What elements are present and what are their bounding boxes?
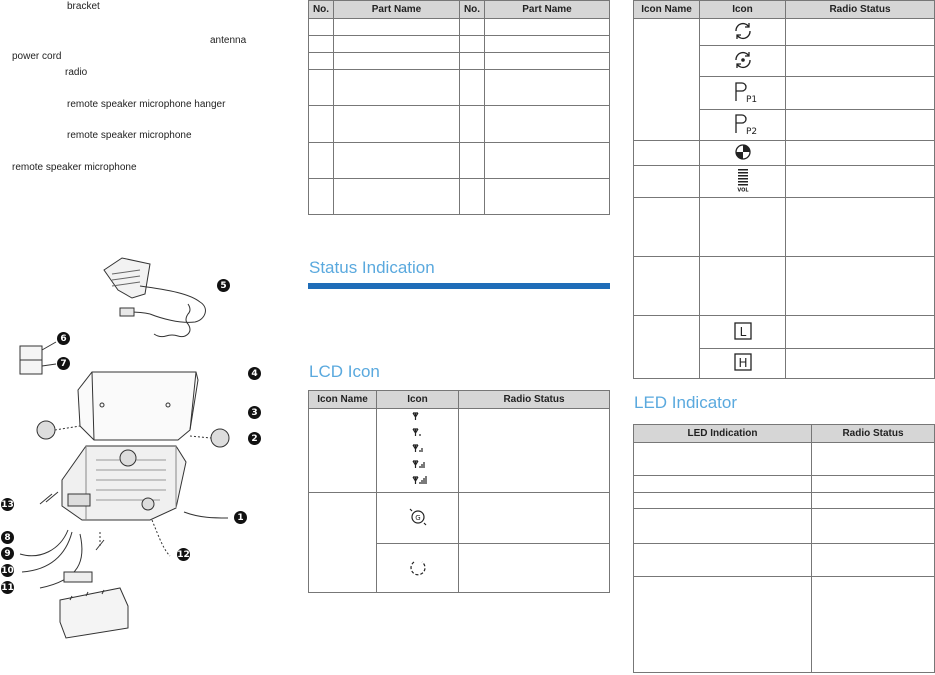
table-row <box>634 257 935 316</box>
parts-header-name-2: Part Name <box>485 1 610 19</box>
svg-text:L: L <box>739 324 746 339</box>
callout-10: 10 <box>1 565 14 576</box>
icon-header-status: Radio Status <box>786 1 935 19</box>
icon-header-name: Icon Name <box>634 1 700 19</box>
heading-underline <box>308 283 610 289</box>
high-power-icon <box>732 352 754 372</box>
svg-text:P2: P2 <box>745 126 757 137</box>
status-icon-table <box>633 0 935 379</box>
lcd-icon-table <box>308 390 610 593</box>
table-row <box>309 179 610 215</box>
table-row <box>309 53 610 70</box>
table-row <box>309 70 610 106</box>
table-row <box>634 19 935 46</box>
table-row <box>309 143 610 179</box>
table-row <box>309 409 610 493</box>
scan-icon <box>732 21 754 41</box>
parts-table <box>308 0 610 215</box>
callout-12: 12 <box>177 549 190 560</box>
volume-level-icon <box>733 167 753 193</box>
callout-6: 6 <box>57 332 70 345</box>
svg-text:H: H <box>737 356 748 370</box>
table-row <box>634 493 935 509</box>
led-indicator-table <box>633 424 935 673</box>
label-antenna: antenna <box>210 35 247 46</box>
table-row <box>309 36 610 53</box>
callout-13: 13 <box>1 499 14 510</box>
priority-1-icon <box>731 79 755 105</box>
label-power-cord: power cord <box>12 51 62 62</box>
table-row <box>634 316 935 349</box>
table-row <box>634 198 935 257</box>
table-row <box>634 476 935 493</box>
callout-5: 5 <box>217 279 230 292</box>
encryption-icon <box>733 142 753 162</box>
table-row <box>309 106 610 143</box>
label-bracket: bracket <box>67 1 100 12</box>
low-power-icon <box>732 321 754 341</box>
priority-scan-icon <box>732 49 754 71</box>
priority-2-icon <box>731 111 755 137</box>
table-row <box>634 443 935 476</box>
label-radio: radio <box>65 67 88 78</box>
table-row <box>634 577 935 673</box>
lcd-header-icon: Icon <box>377 391 459 409</box>
callout-8: 8 <box>1 531 14 544</box>
radio-installation-illustration <box>0 250 290 670</box>
icon-header-icon: Icon <box>700 1 786 19</box>
svg-text:VOL: VOL <box>736 187 749 194</box>
signal-strength-icon <box>406 409 430 489</box>
callout-4: 4 <box>248 367 261 380</box>
table-row <box>634 544 935 577</box>
svg-text:P1: P1 <box>745 94 757 105</box>
callout-11: 11 <box>1 582 14 593</box>
callout-9: 9 <box>1 547 14 560</box>
parts-header-name-1: Part Name <box>334 1 460 19</box>
table-row <box>634 166 935 198</box>
label-rsm-hanger: remote speaker microphone hanger <box>67 99 226 110</box>
callout-2: 2 <box>248 432 261 445</box>
led-indicator-heading: LED Indicator <box>634 393 737 412</box>
led-header-status: Radio Status <box>812 425 935 443</box>
callout-1: 1 <box>234 511 247 524</box>
table-row <box>309 493 610 544</box>
callout-3: 3 <box>248 406 261 419</box>
callout-7: 7 <box>57 357 70 370</box>
table-row <box>309 19 610 36</box>
gps-lock-icon <box>406 506 430 528</box>
parts-header-no-1: No. <box>309 1 334 19</box>
table-row <box>634 509 935 544</box>
led-header-indication: LED Indication <box>634 425 812 443</box>
svg-text:G: G <box>414 513 421 522</box>
lcd-icon-heading: LCD Icon <box>309 362 380 381</box>
table-row <box>634 141 935 166</box>
label-rsm-1: remote speaker microphone <box>67 130 192 141</box>
parts-header-no-2: No. <box>460 1 485 19</box>
status-indication-heading: Status Indication <box>309 258 435 277</box>
lcd-header-icon-name: Icon Name <box>309 391 377 409</box>
lcd-header-radio-status: Radio Status <box>459 391 610 409</box>
searching-icon <box>406 556 430 578</box>
label-rsm-2: remote speaker microphone <box>12 162 137 173</box>
